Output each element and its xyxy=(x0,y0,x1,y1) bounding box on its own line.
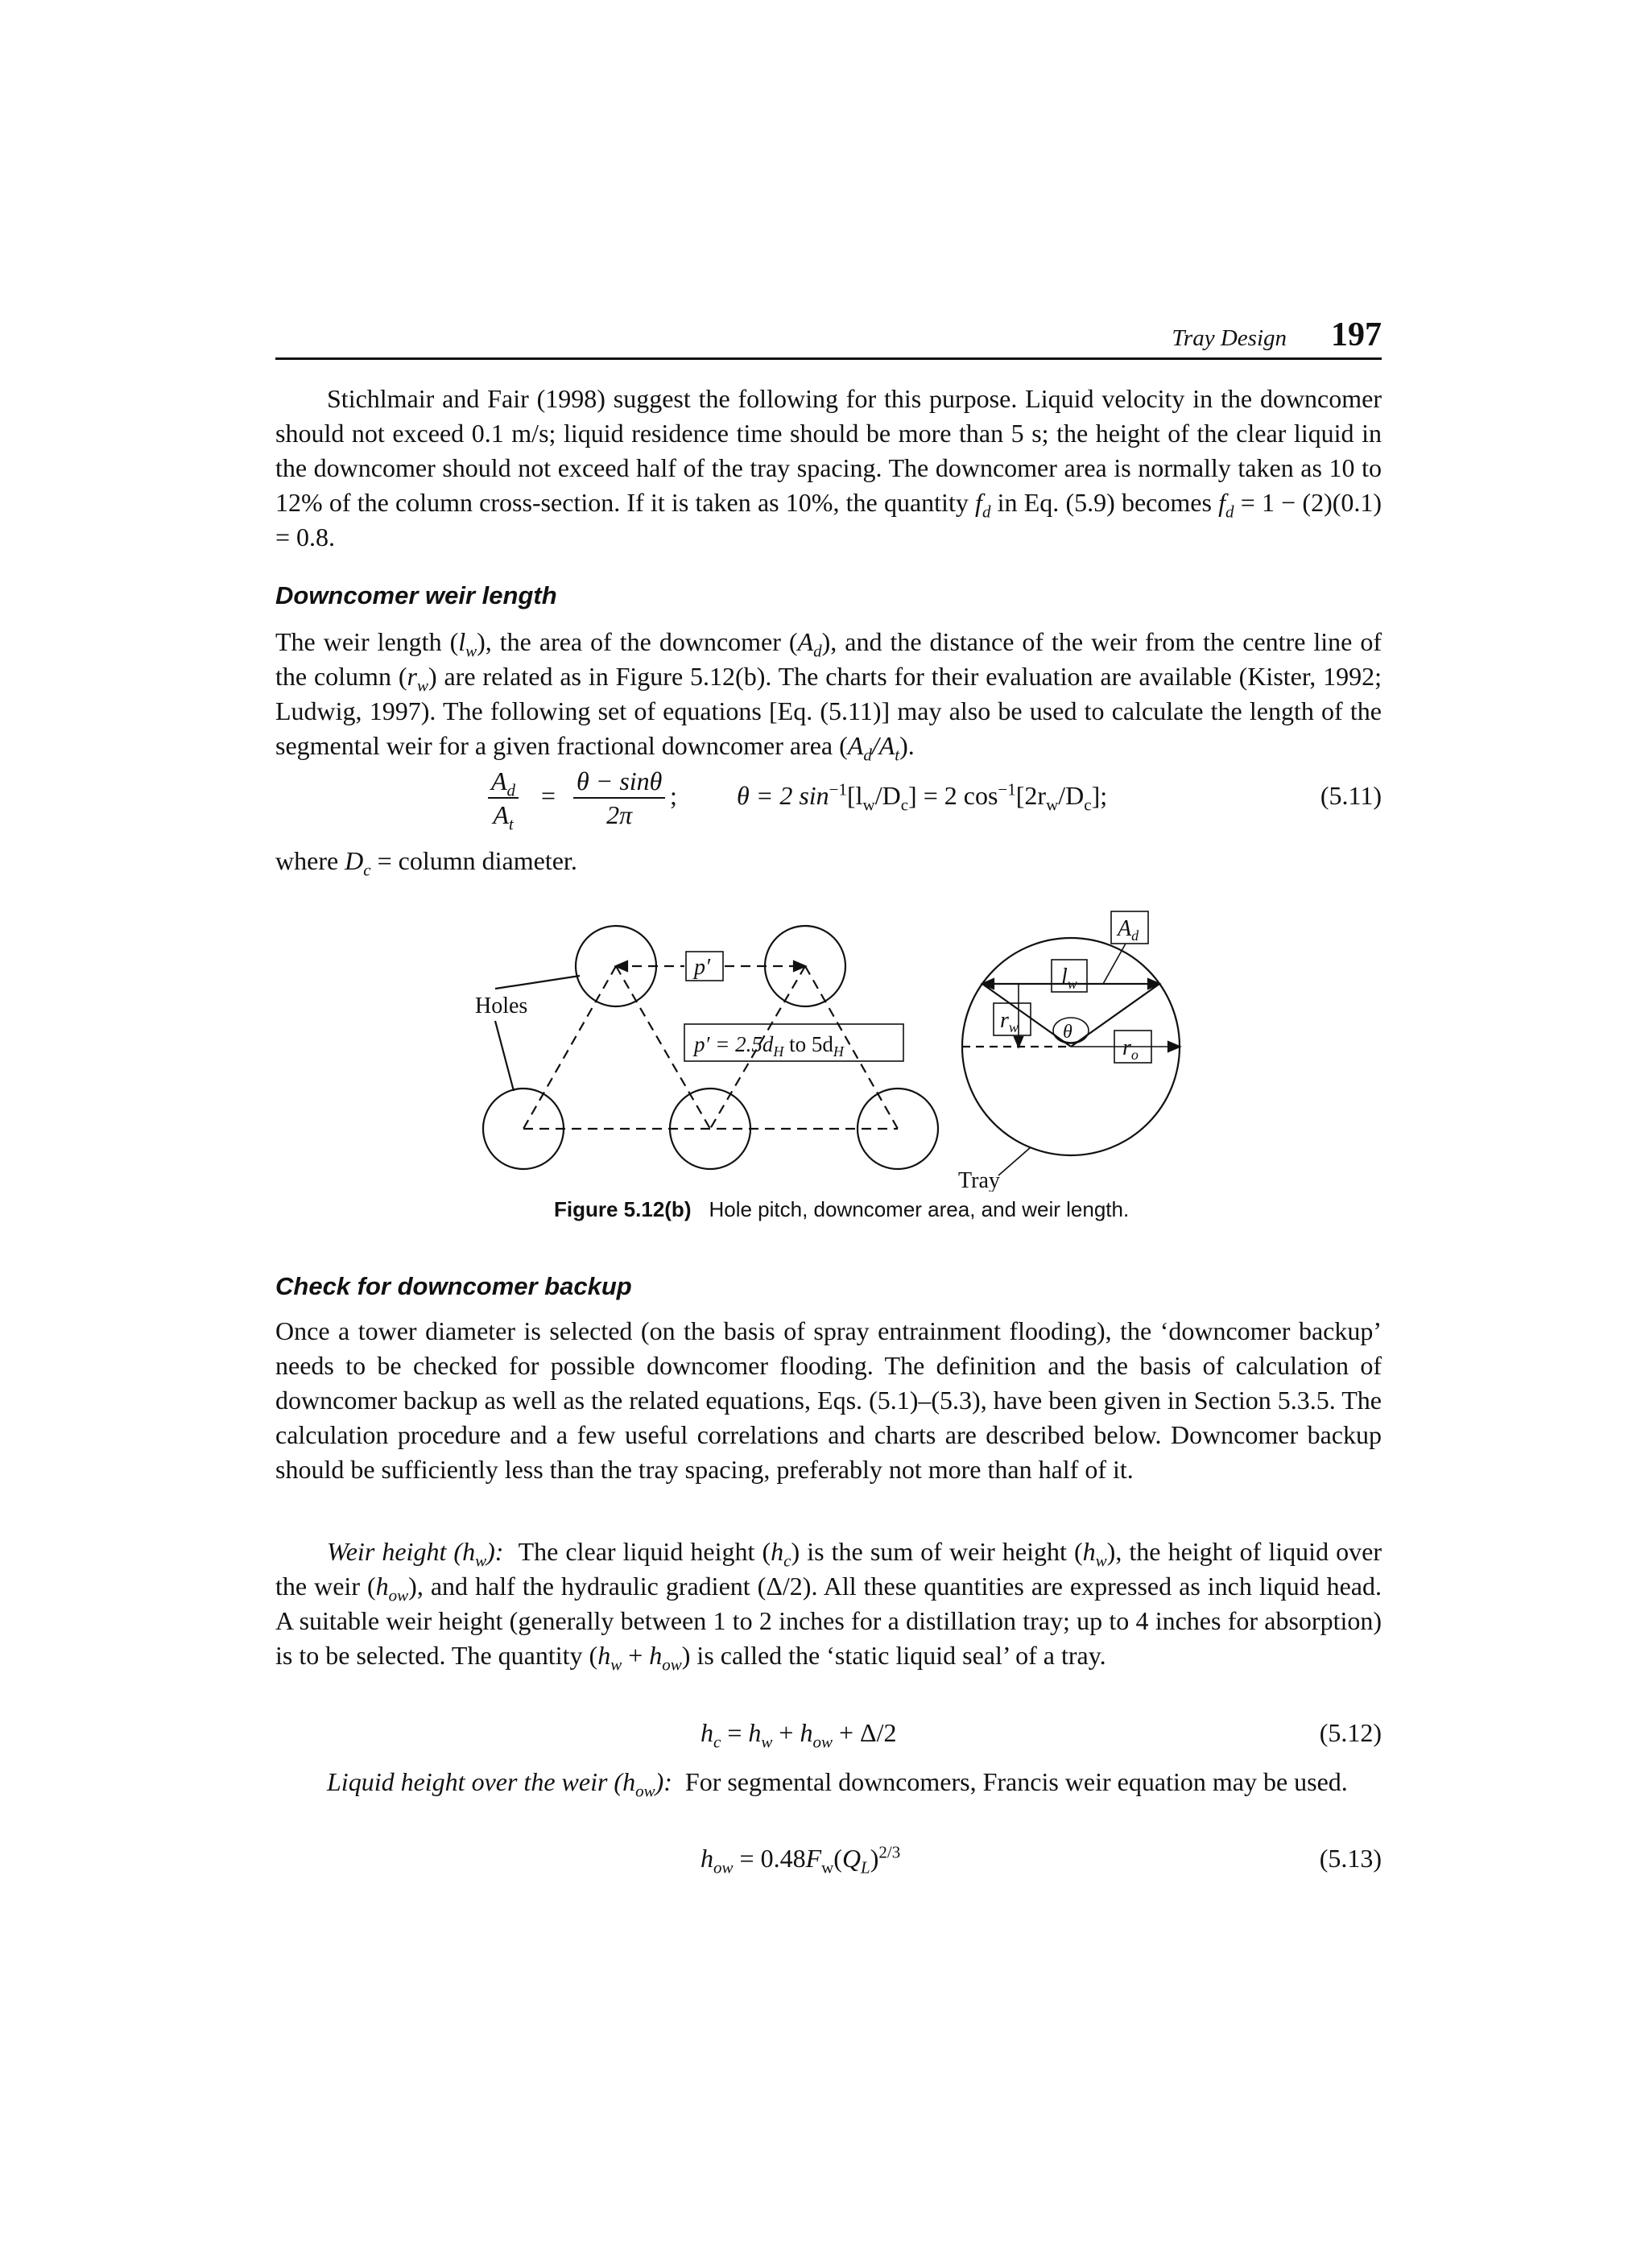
running-header xyxy=(275,316,1382,360)
equation-number-5-11: (5.11) xyxy=(1320,781,1382,810)
holes-label: Holes xyxy=(475,994,528,1018)
where-definition: where $D_c$ = column diameter. xyxy=(275,846,577,880)
theta-label: θ xyxy=(1063,1022,1072,1043)
paragraph-liquid-height: Liquid height over the weir $(h_{ow})$: For segmental downcomers, Francis weir equation may be used. xyxy=(327,1767,1348,1801)
figure-5-12b xyxy=(467,902,1192,1192)
paragraph-downcomer-backup: Once a tower diameter is selected (on the basis of spray entrainment flooding), the ‘downcomer backup’ needs to be checked for possible downcomer flooding. The definition and the basis of calculation of downcomer backup as well as the related equations, Eqs. (5.1)–(5.3), have been given in Section 5.3.5. The calculation procedure and a few useful correlations and charts are described below. Downcomer backup should be sufficiently less than the tray spacing, preferably not more than half of it. xyxy=(275,1316,1382,1484)
pitch-range-label: $p' = 2.5d_H$ to $5d_H$ xyxy=(694,1032,844,1060)
fraction-theta: $\frac{\theta - \sin\theta}{2\pi}$ xyxy=(573,765,665,831)
page-number: 197 xyxy=(1331,316,1382,353)
figure-caption-label: Figure 5.12(b) xyxy=(554,1197,692,1221)
lw-label: $l_w$ xyxy=(1061,965,1077,992)
fraction-ad-at: $\frac{A_d}{A_t}$ xyxy=(488,765,519,831)
paragraph-weir-height: Weir height $(h_w)$: The clear liquid height $(h_c)$ is the sum of weir height $(h_w)$, the height of liquid over the weir $(h_{ow})$, and half the hydraulic gradient (Δ/2). All these quantities are expressed as inch liquid head. A suitable weir height (generally between 1 to 2 inches for a distillation tray; up to 4 inches for absorption) is to be selected. The quantity $(h_w + h_{ow})$ is called the ‘static liquid seal’ of a tray. xyxy=(275,1537,1382,1675)
tray-label: Tray xyxy=(958,1168,1000,1192)
document-page: Tray Design 197 Stichlmair and Fair (1998) suggest the following for this purpose. Liquid velocity in the downcomer should not exceed 0.1 m/s; liquid residence time should be more than 5 s; the height of the clear liquid in the downcomer should not exceed half of the tray spacing. The downcomer area is normally taken as 10 to 12% of the column cross-section. If it is taken as 10%, the quantity $f_d$ in Eq. (5.9) becomes $f_d = 1 - (2)(0.1) = 0.8$. Downcomer weir length The weir length $(l_w)$, the area of the downcomer $(A_d)$, and the distance of the weir from the centre line of the column $(r_w)$ are related as in Figure 5.12(b). The charts for their evaluation are available (Kister, 1992; Ludwig, 1997). The following set of equations [Eq. (5.11)] may also be used to calculate the length of the segmental weir for a given fractional downcomer area $(A_d/A_t)$. $\frac{A_d}{A_t}$ = $\frac{\theta - \sin\theta}{2\pi}$ ; θ = 2 $\sin^{-1}[l_w/D_c] = 2$ $\cos^{-1}[2r_w/D_c]$; (5.11) where $D_c$ = column diameter. Holes p′ $p' = 2.5d_H$ to $5d_H$ $A_d$ $l_w$ $r_w$ $r_o$ θ Tray Figure 5.12(b) Hole pitch, downcomer area, and weir length. Check for downcomer backup Once a tower diameter is selected (on the basis of spray entrainment flooding), the ‘downcomer backup’ needs to be checked for possible downcomer flooding. The definition and the basis of calculation of downcomer backup as well as the related equations, Eqs. (5.1)–(5.3), have been given in Section 5.3.5. The calculation procedure and a few useful correlations and charts are described below. Downcomer backup should be sufficiently less than the tray spacing, preferably not more than half of it. Weir height $(h_w)$: The clear liquid height $(h_c)$ is the sum of weir height $(h_w)$, the height of liquid over the weir $(h_{ow})$, and half the hydraulic gradient (Δ/2). All these quantities are expressed as inch liquid head. A suitable weir height (generally between 1 to 2 inches for a distillation tray; up to 4 inches for absorption) is to be selected. The quantity $(h_w + h_{ow})$ is called the ‘static liquid seal’ of a tray. $h_c = h_w + h_{ow} + \Delta/2$ (5.12) Liquid height over the weir $(h_{ow})$: For segmental downcomers, Francis weir equation may be used. $h_{ow} = 0.48F_w(Q_L)^{2/3}$ (5.13) xyxy=(275,316,1382,1878)
ro-label: $r_o$ xyxy=(1122,1035,1139,1063)
running-title: Tray Design xyxy=(1172,325,1287,351)
figure-caption-text: Hole pitch, downcomer area, and weir length. xyxy=(709,1197,1130,1221)
equation-theta-relation: θ = 2 $\sin^{-1}[l_w/D_c] = 2$ $\cos^{-1}[2r_w/D_c]$; xyxy=(737,779,1108,815)
heading-weir-length: Downcomer weir length xyxy=(275,581,557,609)
heading-downcomer-backup: Check for downcomer backup xyxy=(275,1272,632,1300)
ad-label: $A_d$ xyxy=(1118,916,1139,944)
paragraph-weir-length: The weir length $(l_w)$, the area of the downcomer $(A_d)$, and the distance of the weir from the centre line of the column $(r_w)$ are related as in Figure 5.12(b). The charts for their evaluation are available (Kister, 1992; Ludwig, 1997). The following set of equations [Eq. (5.11)] may also be used to calculate the length of the segmental weir for a given fractional downcomer area $(A_d/A_t)$. xyxy=(275,627,1382,765)
pitch-label: p′ xyxy=(694,955,711,980)
rw-label: $r_w$ xyxy=(1000,1008,1019,1035)
equation-number-5-12: (5.12) xyxy=(1319,1718,1382,1747)
figure-caption xyxy=(554,1197,1129,1222)
paragraph-residence-time: Stichlmair and Fair (1998) suggest the following for this purpose. Liquid velocity in the downcomer should not exceed 0.1 m/s; liquid residence time should be more than 5 s; the height of the clear liquid in the downcomer should not exceed half of the tray spacing. The downcomer area is normally taken as 10 to 12% of the column cross-section. If it is taken as 10%, the quantity $f_d$ in Eq. (5.9) becomes $f_d = 1 - (2)(0.1) = 0.8$. xyxy=(275,384,1382,552)
equation-number-5-13: (5.13) xyxy=(1319,1844,1382,1873)
